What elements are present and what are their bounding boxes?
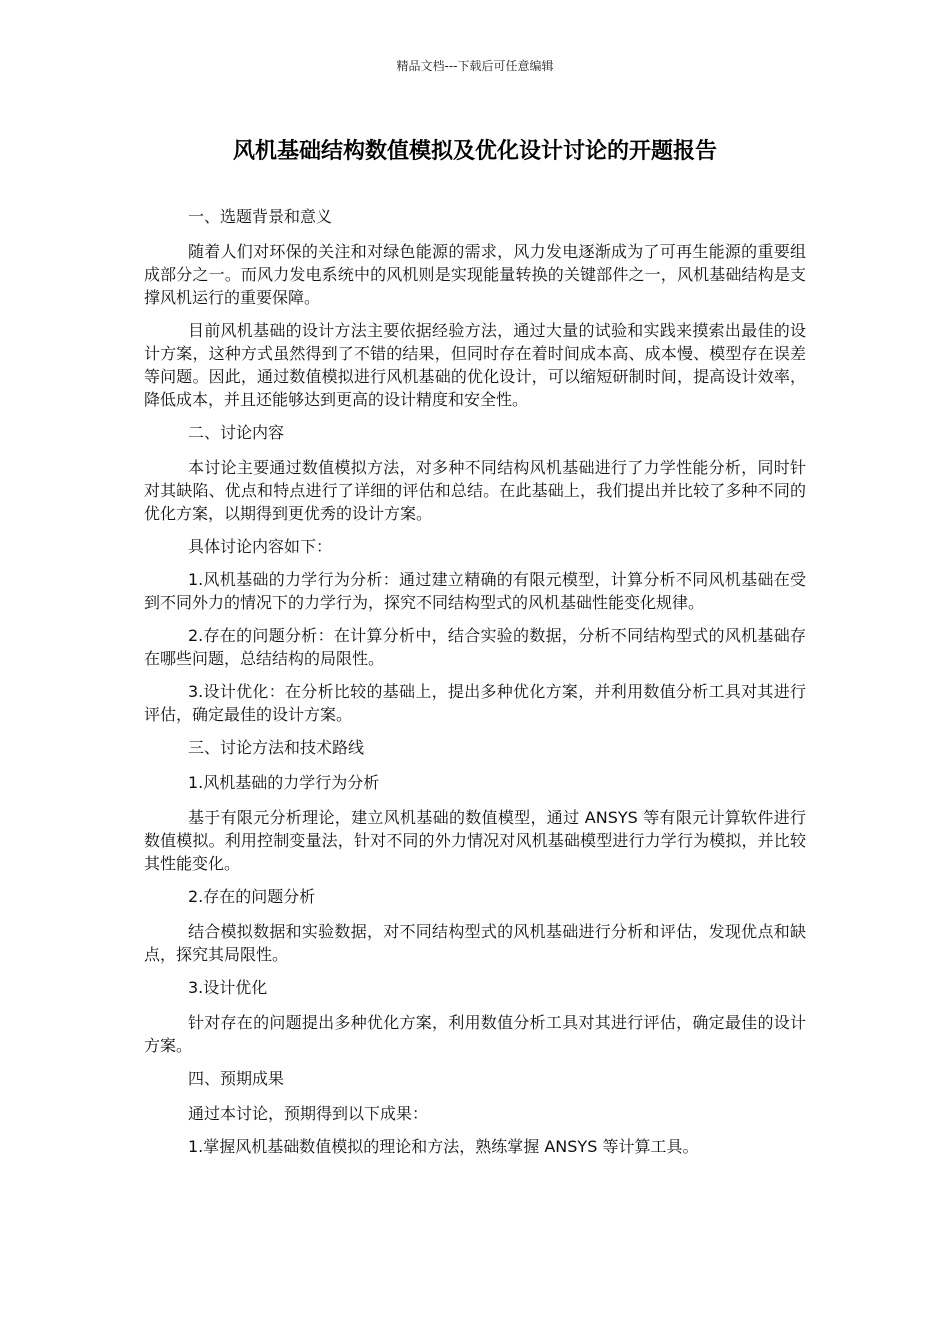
page-header: 精品文档---下载后可任意编辑 bbox=[396, 59, 554, 73]
document-body bbox=[144, 205, 806, 1168]
list-item-outcome-1: 1.掌握风机基础数值模拟的理论和方法，熟练掌握 ANSYS 等计算工具。 bbox=[188, 1137, 699, 1156]
section-heading-methods: 三、讨论方法和技术路线 bbox=[188, 738, 365, 757]
paragraph-methods-mechanics: 基于有限元分析理论，建立风机基础的数值模型，通过 ANSYS 等有限元计算软件进行数值模拟。利用控制变量法，针对不同的外力情况对风机基础模型进行力学行为模拟，并比较其性能变化。 bbox=[144, 808, 806, 873]
list-item-optimization: 3.设计优化：在分析比较的基础上，提出多种优化方案，并利用数值分析工具对其进行评估，确定最佳的设计方案。 bbox=[144, 682, 806, 724]
subheading-problems: 2.存在的问题分析 bbox=[188, 887, 316, 906]
list-item-mechanics: 1.风机基础的力学行为分析：通过建立精确的有限元模型，计算分析不同风机基础在受到不同外力的情况下的力学行为，探究不同结构型式的风机基础性能变化规律。 bbox=[144, 570, 806, 612]
subheading-optimization: 3.设计优化 bbox=[188, 978, 268, 997]
paragraph-background-2: 目前风机基础的设计方法主要依据经验方法，通过大量的试验和实践来摸索出最佳的设计方案，这种方式虽然得到了不错的结果，但同时存在着时间成本高、成本慢、模型存在误差等问题。因此，通过数值模拟进行风机基础的优化设计，可以缩短研制时间，提高设计效率，降低成本，并且还能够达到更高的设计精度和安全性。 bbox=[144, 321, 806, 409]
section-heading-content: 二、讨论内容 bbox=[188, 423, 285, 442]
subheading-mechanics: 1.风机基础的力学行为分析 bbox=[188, 773, 380, 792]
paragraph-methods-optimization: 针对存在的问题提出多种优化方案，利用数值分析工具对其进行评估，确定最佳的设计方案。 bbox=[144, 1013, 806, 1055]
section-heading-outcomes: 四、预期成果 bbox=[188, 1069, 285, 1088]
paragraph-content-1: 本讨论主要通过数值模拟方法，对多种不同结构风机基础进行了力学性能分析，同时针对其缺陷、优点和特点进行了详细的评估和总结。在此基础上，我们提出并比较了多种不同的优化方案，以期得到更优秀的设计方案。 bbox=[144, 458, 806, 523]
paragraph-outcomes-intro: 通过本讨论，预期得到以下成果： bbox=[188, 1104, 429, 1123]
paragraph-background-1: 随着人们对环保的关注和对绿色能源的需求，风力发电逐渐成为了可再生能源的重要组成部分之一。而风力发电系统中的风机则是实现能量转换的关键部件之一，风机基础结构是支撑风机运行的重要保障。 bbox=[144, 242, 806, 307]
document-title: 风机基础结构数值模拟及优化设计讨论的开题报告 bbox=[232, 139, 717, 164]
paragraph-methods-problems: 结合模拟数据和实验数据，对不同结构型式的风机基础进行分析和评估，发现优点和缺点，探究其局限性。 bbox=[144, 922, 806, 964]
paragraph-content-intro: 具体讨论内容如下： bbox=[188, 537, 333, 556]
list-item-problems: 2.存在的问题分析：在计算分析中，结合实验的数据，分析不同结构型式的风机基础存在哪些问题，总结结构的局限性。 bbox=[144, 626, 806, 668]
section-heading-background: 一、选题背景和意义 bbox=[188, 207, 333, 226]
